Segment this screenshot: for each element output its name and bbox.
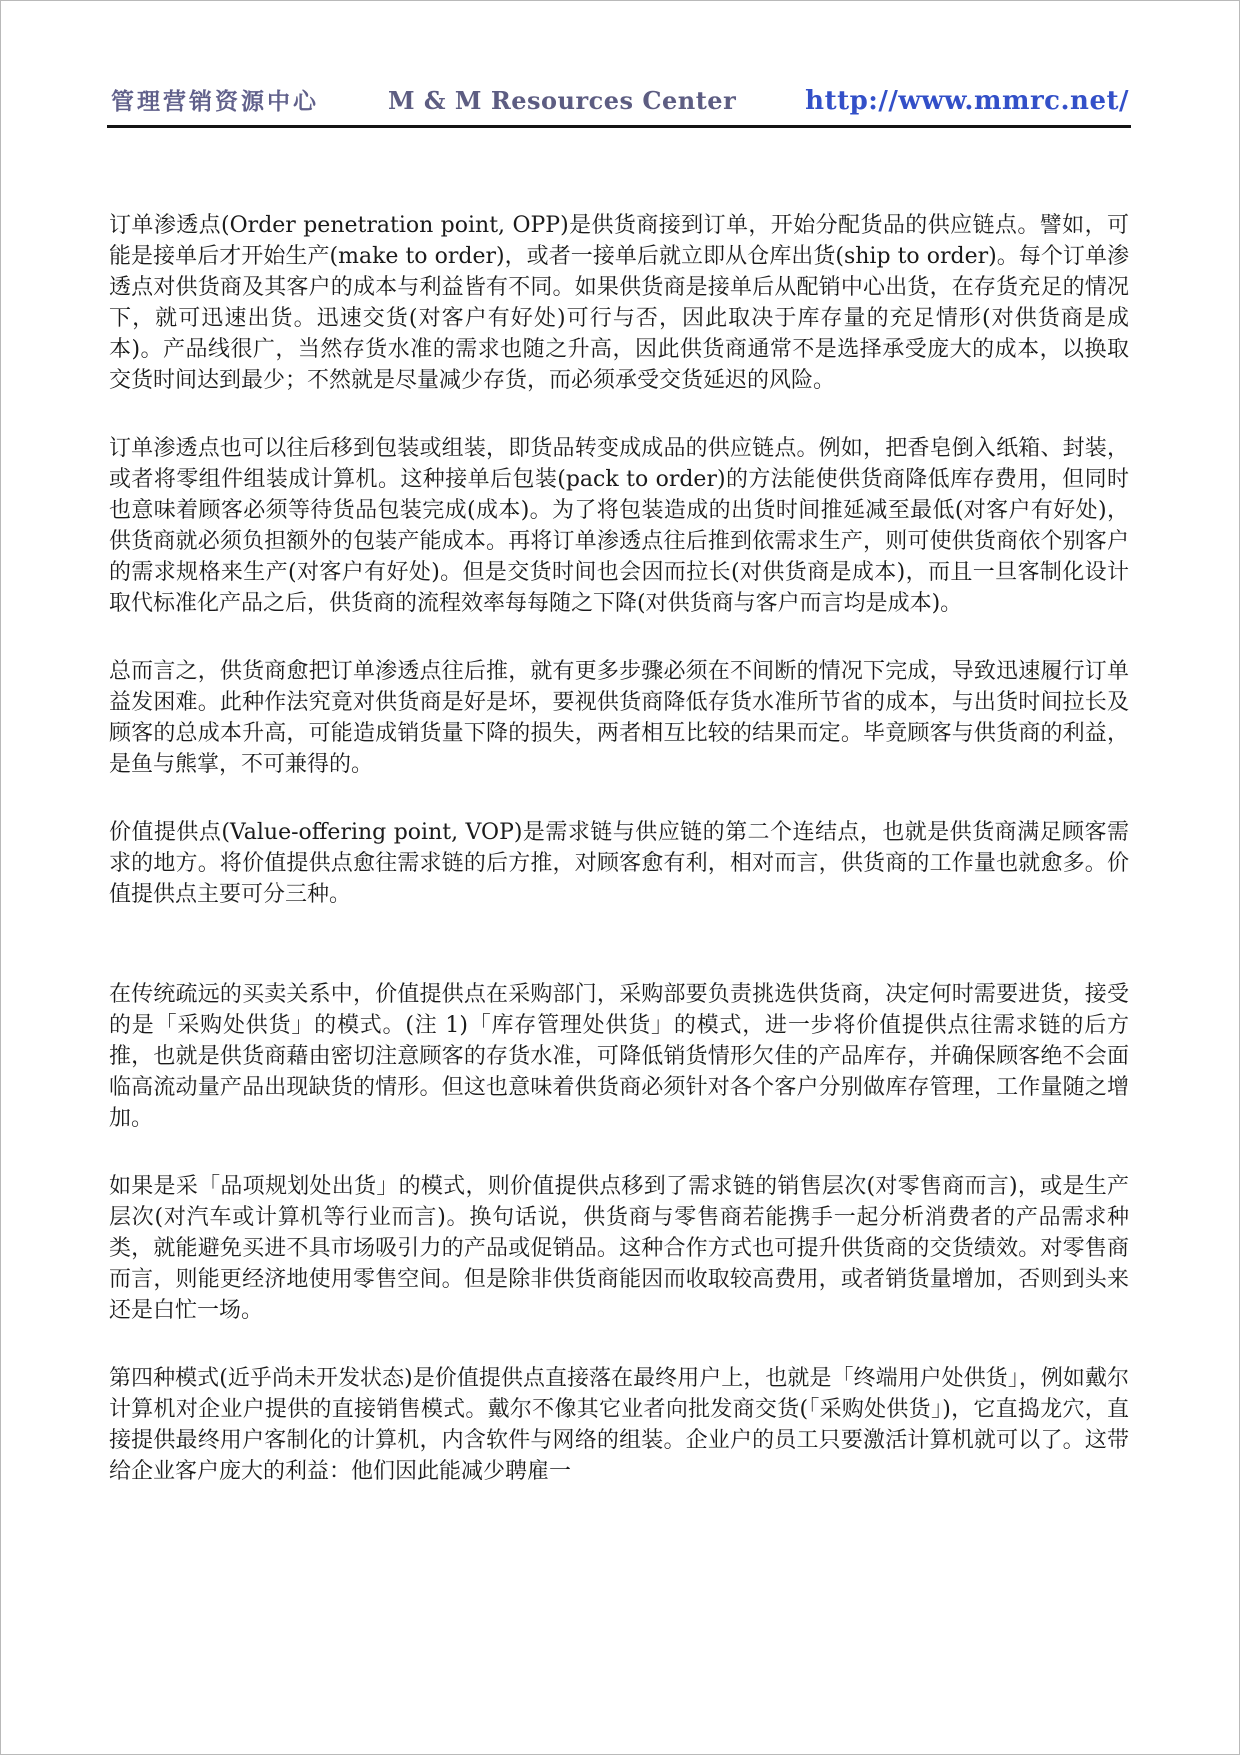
document-body xyxy=(109,210,1129,1524)
site-url-link[interactable]: http://www.mmrc.net/ xyxy=(805,86,1129,116)
paragraph: 如果是采「品项规划处出货」的模式，则价值提供点移到了需求链的销售层次(对零售商而言)，或是生产层次(对汽车或计算机等行业而言)。换句话说，供货商与零售商若能携手一起分析消费者的产品需求种类，就能避免买进不具市场吸引力的产品或促销品。这种合作方式也可提升供货商的交货绩效。对零售商而言，则能更经济地使用零售空间。但是除非供货商能因而收取较高费用，或者销货量增加，否则到头来还是白忙一场。 xyxy=(109,1174,1129,1323)
paragraph: 价值提供点(Value-offering point, VOP)是需求链与供应链的第二个连结点，也就是供货商满足顾客需求的地方。将价值提供点愈往需求链的后方推，对顾客愈有利，相对而言，供货商的工作量也就愈多。价值提供点主要可分三种。 xyxy=(109,820,1129,907)
paragraph: 在传统疏远的买卖关系中，价值提供点在采购部门，采购部要负责挑选供货商，决定何时需要进货，接受的是「采购处供货」的模式。(注 1)「库存管理处供货」的模式，进一步将价值提供点往需求链的后方推，也就是供货商藉由密切注意顾客的存货水准，可降低销货情形欠佳的产品库存，并确保顾客绝不会面临高流动量产品出现缺货的情形。但这也意味着供货商必须针对各个客户分别做库存管理，工作量随之增加。 xyxy=(109,982,1129,1131)
paragraph: 第四种模式(近乎尚未开发状态)是价值提供点直接落在最终用户上，也就是「终端用户处供货」，例如戴尔计算机对企业户提供的直接销售模式。戴尔不像其它业者向批发商交货(「采购处供货」)，它直捣龙穴，直接提供最终用户客制化的计算机，内含软件与网络的组装。企业户的员工只要激活计算机就可以了。这带给企业客户庞大的利益：他们因此能减少聘雇一 xyxy=(109,1366,1129,1484)
paragraph: 订单渗透点(Order penetration point, OPP)是供货商接到订单，开始分配货品的供应链点。譬如，可能是接单后才开始生产(make to order)，或者一接单后就立即从仓库出货(ship to order)。每个订单渗透点对供货商及其客户的成本与利益皆有不同。如果供货商是接单后从配销中心出货，在存货充足的情况下，就可迅速出货。迅速交货(对客户有好处)可行与否，因此取决于库存量的充足情形(对供货商是成本)。产品线很广，当然存货水准的需求也随之升高，因此供货商通常不是选择承受庞大的成本，以换取交货时间达到最少；不然就是尽量减少存货，而必须承受交货延迟的风险。 xyxy=(109,213,1129,393)
header-divider xyxy=(107,125,1131,128)
paragraph: 订单渗透点也可以往后移到包装或组装，即货品转变成成品的供应链点。例如，把香皂倒入纸箱、封装，或者将零组件组装成计算机。这种接单后包装(pack to order)的方法能使供货商降低库存费用，但同时也意味着顾客必须等待货品包装完成(成本)。为了将包装造成的出货时间推延减至最低(对客户有好处)，供货商就必须负担额外的包装产能成本。再将订单渗透点往后推到依需求生产，则可使供货商依个别客户的需求规格来生产(对客户有好处)。但是交货时间也会因而拉长(对供货商是成本)，而且一旦客制化设计取代标准化产品之后，供货商的流程效率每每随之下降(对供货商与客户而言均是成本)。 xyxy=(109,436,1129,616)
paragraph: 总而言之，供货商愈把订单渗透点往后推，就有更多步骤必须在不间断的情况下完成，导致迅速履行订单益发困难。此种作法究竟对供货商是好是坏，要视供货商降低存货水准所节省的成本，与出货时间拉长及顾客的总成本升高，可能造成销货量下降的损失，两者相互比较的结果而定。毕竟顾客与供货商的利益，是鱼与熊掌，不可兼得的。 xyxy=(109,659,1129,777)
site-name-chinese: 管理营销资源中心 xyxy=(111,88,319,115)
site-name-english: M & M Resources Center xyxy=(387,86,737,115)
page-header xyxy=(111,83,1129,116)
